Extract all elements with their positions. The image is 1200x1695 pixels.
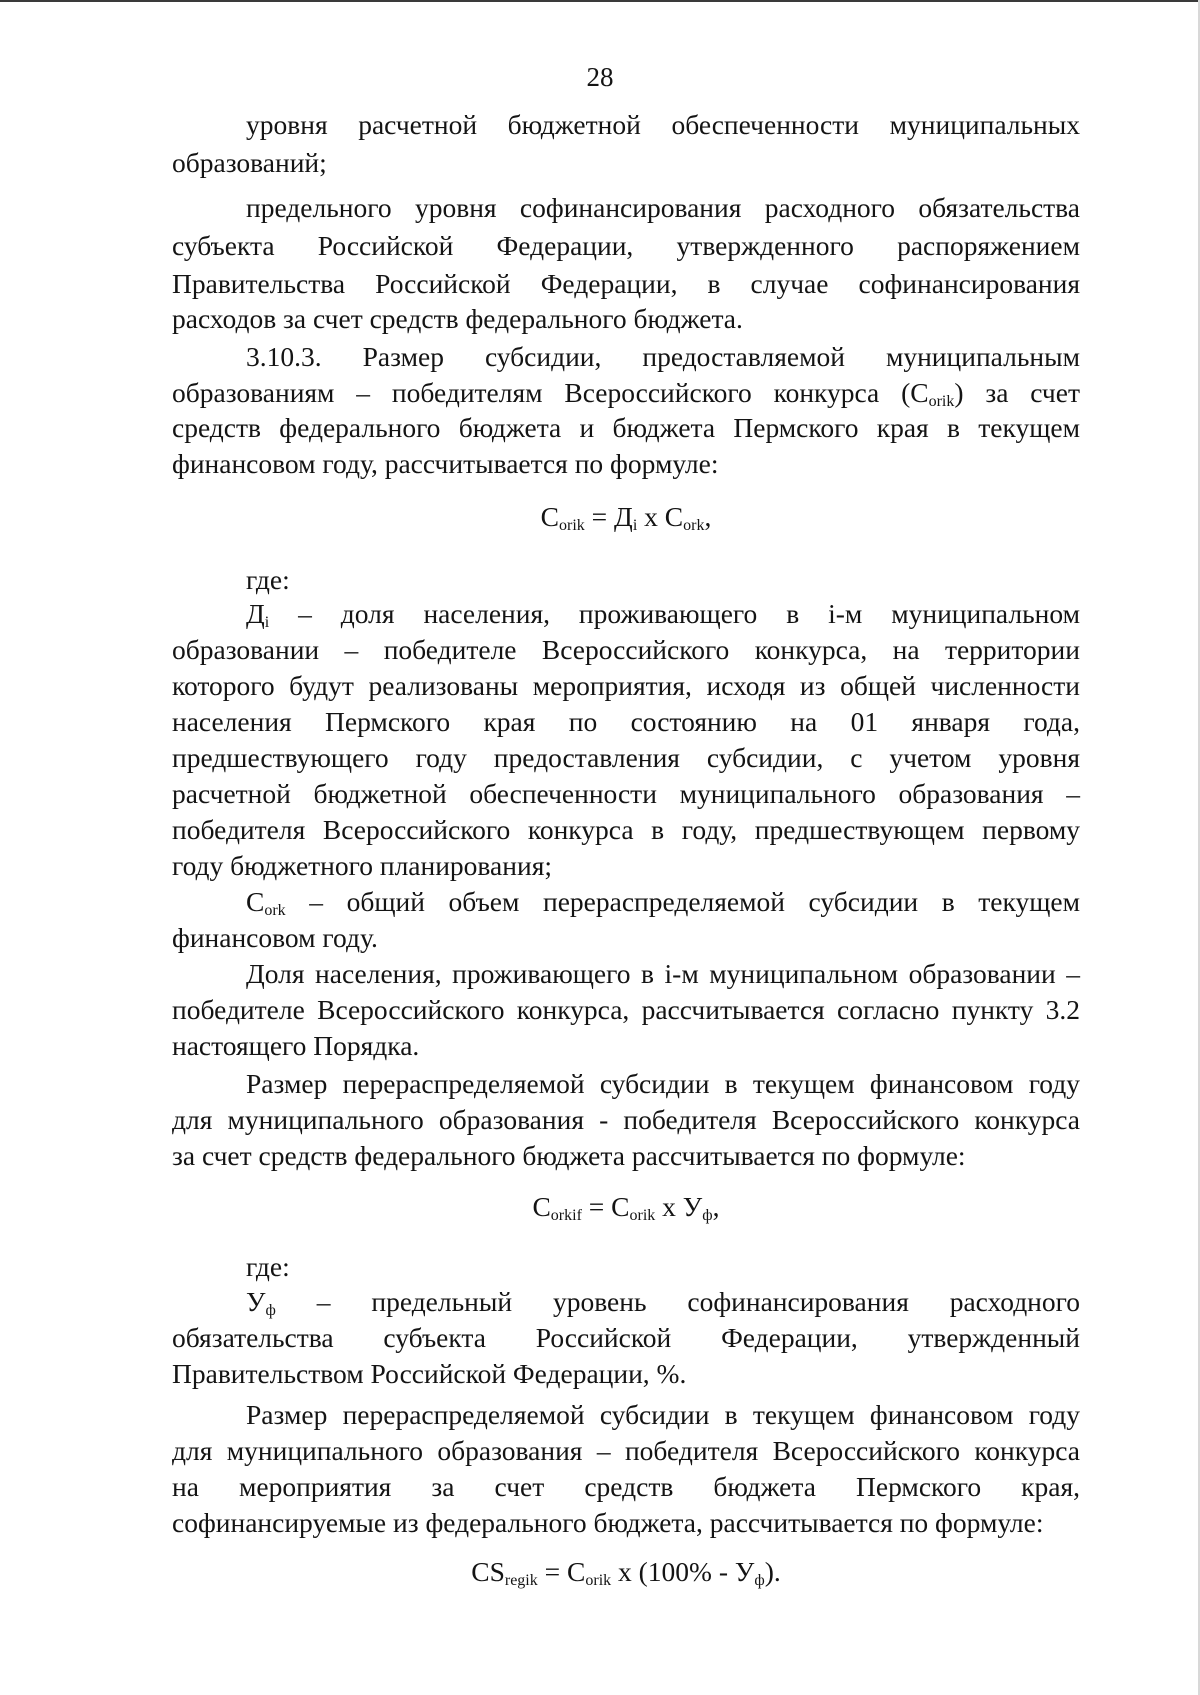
text-line: предшествующего году предоставления субсидии, с учетом уровня [172,742,1080,773]
text-line: Правительством Российской Федерации, %. [172,1358,687,1389]
text-line: образованиям – победителям Всероссийского конкурса $(C_{orik})$ за счет [172,377,1080,410]
text-line: 3.10.3. Размер субсидии, предоставляемой муниципальным [246,341,1080,372]
definition-di: $Д_i$ – доля населения, проживающего в i-м муниципальном [246,598,1080,631]
text-line: населения Пермского края по состоянию на 01 января года, [172,706,1080,737]
text-line: году бюджетного планирования; [172,850,552,881]
text-line: Правительства Российской Федерации, в случае софинансирования [172,268,1080,299]
text-line: средств федерального бюджета и бюджета Пермского края в текущем [172,412,1080,443]
text-line: за счет средств федерального бюджета рассчитывается по формуле: [172,1140,966,1171]
page-number: 28 [586,62,614,92]
text-line: образовании – победителе Всероссийского конкурса, на территории [172,634,1080,665]
text-line: софинансируемые из федерального бюджета, рассчитывается по формуле: [172,1507,1044,1538]
text-line: настоящего Порядка. [172,1030,420,1061]
definition-cork: $C_{ork}$ – общий объем перераспределяемой субсидии в текущем [246,886,1080,919]
where-label: где: [246,1251,290,1282]
text-line: для муниципального образования - победителя Всероссийского конкурса [172,1104,1080,1135]
text-line: расходов за счет средств федерального бюджета. [172,303,743,334]
text-line: предельного уровня софинансирования расходного обязательства [246,192,1080,223]
formula-corkif: $C_{orkif} = C_{orik}$ x $У_ф$, [532,1191,720,1224]
text-line: на мероприятия за счет средств бюджета Пермского края, [172,1471,1080,1502]
text-line: Доля населения, проживающего в i-м муниципальном образовании – [246,958,1080,989]
text-line: финансовом году, рассчитывается по формуле: [172,448,719,479]
text-line: субъекта Российской Федерации, утвержденного распоряжением [172,230,1080,261]
formula-corik: $C_{orik} = Д_i$ x $C_{ork}$, [540,501,712,534]
text-line: для муниципального образования – победителя Всероссийского конкурса [172,1435,1080,1466]
text-line: финансовом году. [172,922,378,953]
text-line: победителя Всероссийского конкурса в году, предшествующем первому [172,814,1080,845]
where-label: где: [246,564,290,595]
text-line: победителе Всероссийского конкурса, рассчитывается согласно пункту 3.2 [172,994,1080,1025]
formula-csregik: $CS_{regik} = C_{orik}$ x $(100\% - У_ф)$. [471,1556,781,1589]
scan-border-top [0,0,1200,2]
text-line: расчетной бюджетной обеспеченности муниципального образования – [172,778,1080,809]
text-line: которого будут реализованы мероприятия, исходя из общей численности [172,670,1080,701]
text-line: образований; [172,147,327,178]
text-line: Размер перераспределяемой субсидии в текущем финансовом году [246,1399,1080,1430]
definition-uf: $У_ф$ – предельный уровень софинансирования расходного [246,1286,1080,1319]
text-line: обязательства субъекта Российской Федерации, утвержденный [172,1322,1080,1353]
text-line: Размер перераспределяемой субсидии в текущем финансовом году [246,1068,1080,1099]
text-line: уровня расчетной бюджетной обеспеченности муниципальных [246,109,1080,140]
